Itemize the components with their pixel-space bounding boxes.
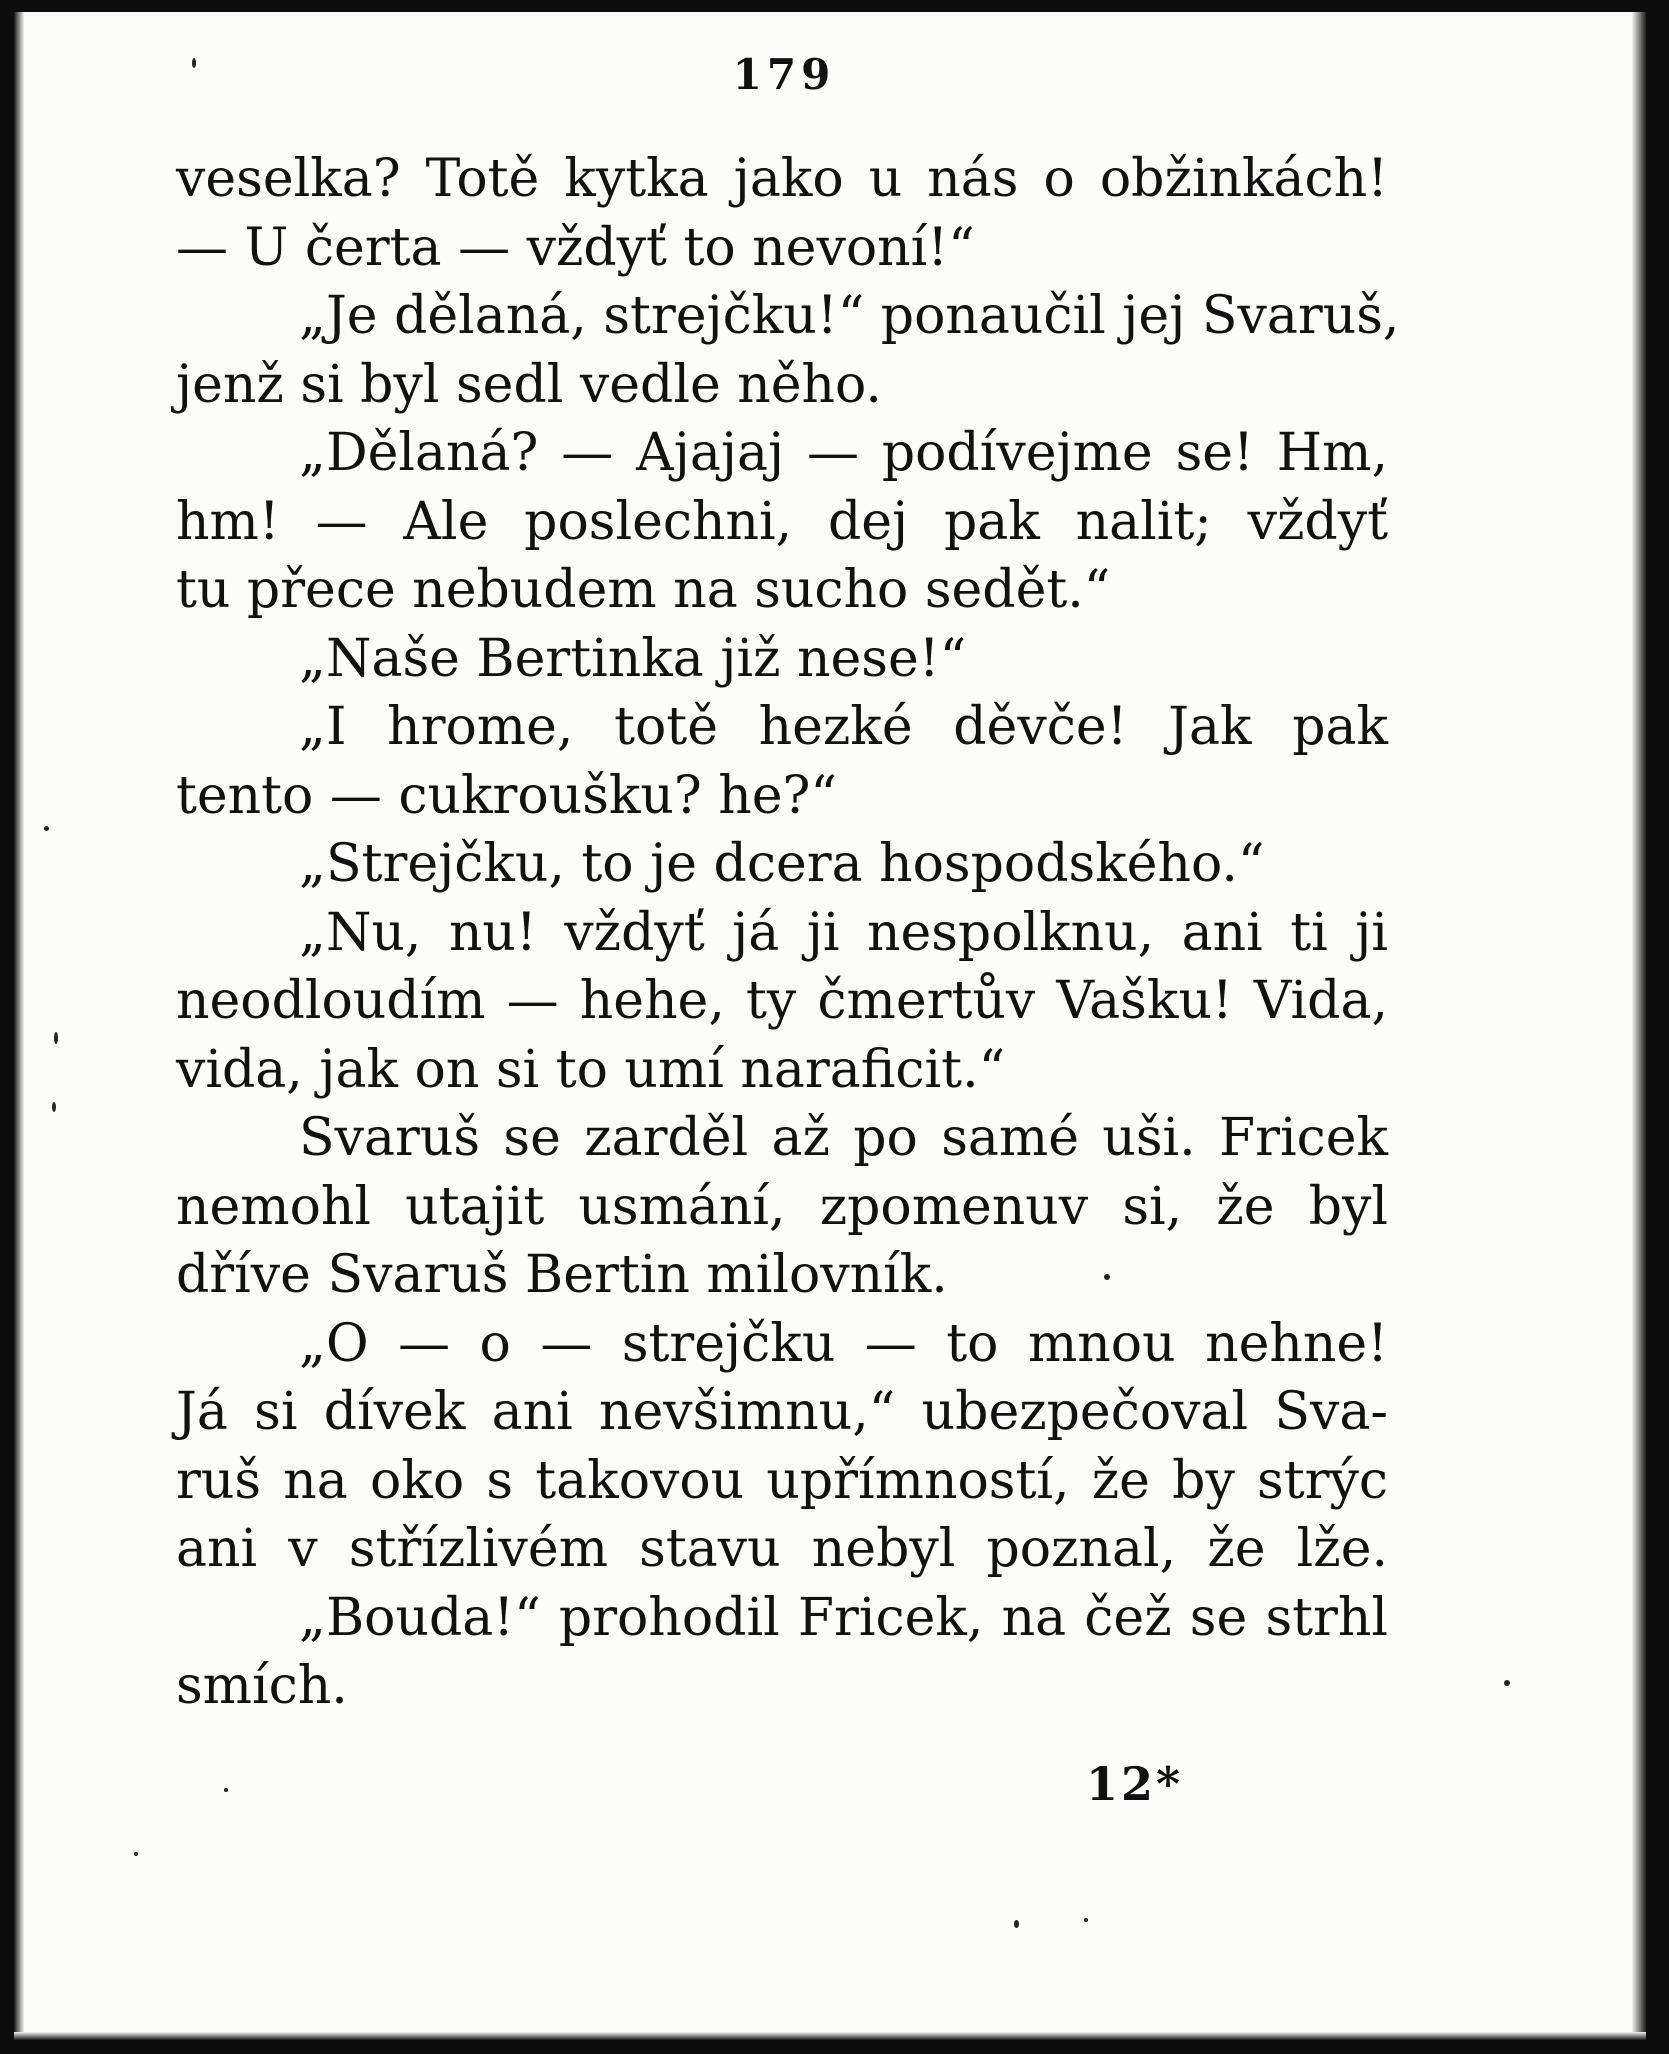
text-line: „Nu, nu! vždyť já ji nespolknu, ani ti ji — [299, 902, 1388, 963]
text-line: hm! — Ale poslechni, dej pak nalit; vždyť — [176, 491, 1388, 552]
text-line: „Bouda!“ prohodil Fricek, na čež se strhl — [299, 1587, 1388, 1648]
page-number: 179 — [732, 50, 836, 99]
signature-mark: 12* — [1086, 1757, 1184, 1811]
text-line: smích. — [176, 1656, 348, 1716]
book-page — [14, 12, 1646, 2040]
page-bottom-shadow — [14, 2032, 1646, 2040]
text-line: „Naše Bertinka již nese!“ — [299, 628, 967, 689]
text-line: „Strejčku, to je dcera hospodského.“ — [299, 834, 1265, 894]
print-speck — [1014, 1920, 1019, 1928]
text-line: „I hrome, totě hezké děvče! Jak pak — [299, 697, 1388, 757]
text-line: „O — o — strejčku — to mnou nehne! — [299, 1313, 1388, 1374]
print-speck — [224, 1788, 228, 1792]
print-speck — [192, 58, 196, 68]
text-line: nemohl utajit usmání, zpomenuv si, že byl — [176, 1176, 1388, 1237]
print-speck — [1084, 1918, 1088, 1922]
body-text — [176, 145, 1400, 1721]
text-line: Já si dívek ani nevšimnu,“ ubezpečoval Sva- — [176, 1382, 1388, 1442]
text-line: ruš na oko s takovou upřímností, že by strýc — [176, 1450, 1388, 1511]
print-speck — [54, 1032, 58, 1044]
text-line: Svaruš se zarděl až po samé uši. Fricek — [299, 1108, 1388, 1168]
text-line: dříve Svaruš Bertin milovník. — [176, 1245, 948, 1305]
page-left-shadow — [14, 12, 24, 2040]
page-right-shadow — [1632, 12, 1646, 2040]
print-speck — [134, 1852, 138, 1856]
print-speck — [52, 1102, 56, 1112]
text-line: jenž si byl sedl vedle něho. — [176, 354, 882, 415]
text-line: „Dělaná? — Ajajaj — podívejme se! Hm, — [299, 423, 1388, 483]
text-line: tu přece nebudem na sucho sedět.“ — [176, 560, 1111, 620]
print-speck — [1104, 1274, 1110, 1280]
text-line: vida, jak on si to umí naraficit.“ — [176, 1039, 1006, 1100]
text-line: veselka? Totě kytka jako u nás o obžinkách! — [176, 149, 1388, 209]
text-line: — U čerta — vždyť to nevoní!“ — [176, 217, 975, 278]
print-speck — [44, 826, 49, 831]
text-line: tento — cukroušku? he?“ — [176, 765, 838, 826]
text-line: „Je dělaná, strejčku!“ ponaučil jej Svaruš, — [299, 286, 1400, 346]
text-line: neodloudím — hehe, ty čmertův Vašku! Vida, — [176, 971, 1388, 1031]
text-line: ani v střízlivém stavu nebyl poznal, že lže. — [176, 1519, 1388, 1579]
print-speck — [1504, 1680, 1510, 1686]
